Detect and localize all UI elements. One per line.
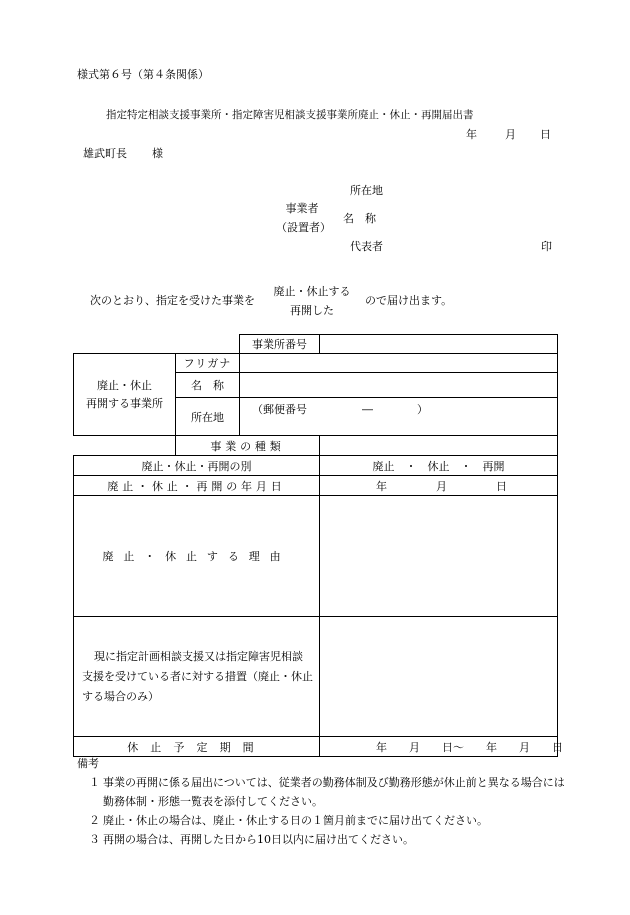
office-number-field[interactable] bbox=[320, 335, 558, 354]
date-field-month: 月 bbox=[436, 479, 447, 493]
reason-field[interactable] bbox=[320, 496, 558, 617]
note-item bbox=[89, 811, 567, 830]
note-text: 再開の場合は、再開した日から10日以内に届け出てください。 bbox=[103, 833, 414, 846]
note-number: ２ bbox=[89, 814, 100, 827]
applicant-name-label: 名 称 bbox=[343, 212, 376, 225]
form-number: 様式第６号（第４条関係） bbox=[77, 68, 209, 81]
office-address-field[interactable] bbox=[240, 398, 558, 436]
applicant-representative-label: 代表者 bbox=[350, 240, 383, 253]
statement-option-reopen: 再開した bbox=[290, 304, 334, 317]
business-type-label: 事業の種類 bbox=[176, 436, 320, 456]
statement-suffix: ので届け出ます。 bbox=[365, 294, 453, 307]
date-field[interactable] bbox=[320, 476, 558, 496]
note-number: ３ bbox=[89, 833, 100, 846]
category-label: 廃止・休止・再開の別 bbox=[74, 456, 320, 476]
category-options[interactable]: 廃止 ・ 休止 ・ 再開 bbox=[320, 456, 558, 476]
addressee-honorific: 様 bbox=[152, 147, 163, 160]
measures-field[interactable] bbox=[320, 617, 558, 737]
measures-label: 現に指定計画相談支援又は指定障害児相談支援を受けている者に対する措置（廃止・休止する場合のみ） bbox=[74, 617, 320, 737]
office-group-label bbox=[74, 354, 176, 436]
statement-prefix: 次のとおり、指定を受けた事業を bbox=[90, 294, 255, 307]
notes-heading: 備考 bbox=[77, 757, 99, 770]
period-field[interactable]: 年 月 日〜 年 月 日 bbox=[320, 737, 558, 757]
seal-mark: 印 bbox=[541, 240, 552, 253]
addressee-name: 雄武町長 bbox=[83, 147, 127, 160]
office-number-label: 事業所番号 bbox=[240, 335, 320, 354]
applicant-label-line2: （設置者） bbox=[276, 221, 331, 234]
date-month: 月 bbox=[505, 128, 516, 141]
office-group-label-line1: 廃止・休止 bbox=[97, 378, 152, 392]
furigana-field[interactable] bbox=[240, 354, 558, 373]
date-field-day: 日 bbox=[496, 479, 507, 493]
date-field-year: 年 bbox=[376, 479, 387, 493]
date-year: 年 bbox=[466, 128, 477, 141]
applicant-label-line1: 事業者 bbox=[285, 202, 319, 215]
note-item bbox=[89, 830, 567, 849]
furigana-label: フリガナ bbox=[176, 354, 240, 373]
notes-section bbox=[77, 754, 567, 849]
note-number: １ bbox=[89, 776, 100, 789]
office-address-label: 所在地 bbox=[176, 398, 240, 436]
postal-code-hint: （郵便番号 ― ） bbox=[252, 403, 428, 416]
date-day: 日 bbox=[540, 128, 551, 141]
applicant-location-label: 所在地 bbox=[350, 184, 383, 197]
notification-table bbox=[73, 334, 563, 757]
office-group-label-line2: 再開する事業所 bbox=[86, 396, 163, 410]
office-name-label: 名 称 bbox=[176, 373, 240, 398]
office-name-field[interactable] bbox=[240, 373, 558, 398]
statement-option-close: 廃止・休止する bbox=[273, 285, 351, 298]
note-text: 廃止・休止の場合は、廃止・休止する日の１箇月前までに届け出てください。 bbox=[103, 814, 488, 827]
period-label: 休止予定期間 bbox=[74, 737, 320, 757]
form-title: 指定特定相談支援事業所・指定障害児相談支援事業所廃止・休止・再開届出書 bbox=[106, 109, 474, 121]
reason-label: 廃止・休止する理由 bbox=[74, 496, 320, 617]
date-label: 廃止・休止・再開の年月日 bbox=[74, 476, 320, 496]
note-text: 事業の再開に係る届出については、従業者の勤務体制及び勤務形態が休止前と異なる場合には勤務体制・形態一覧表を添付してください。 bbox=[103, 776, 565, 808]
business-type-field[interactable] bbox=[320, 436, 558, 456]
note-item bbox=[89, 773, 567, 811]
